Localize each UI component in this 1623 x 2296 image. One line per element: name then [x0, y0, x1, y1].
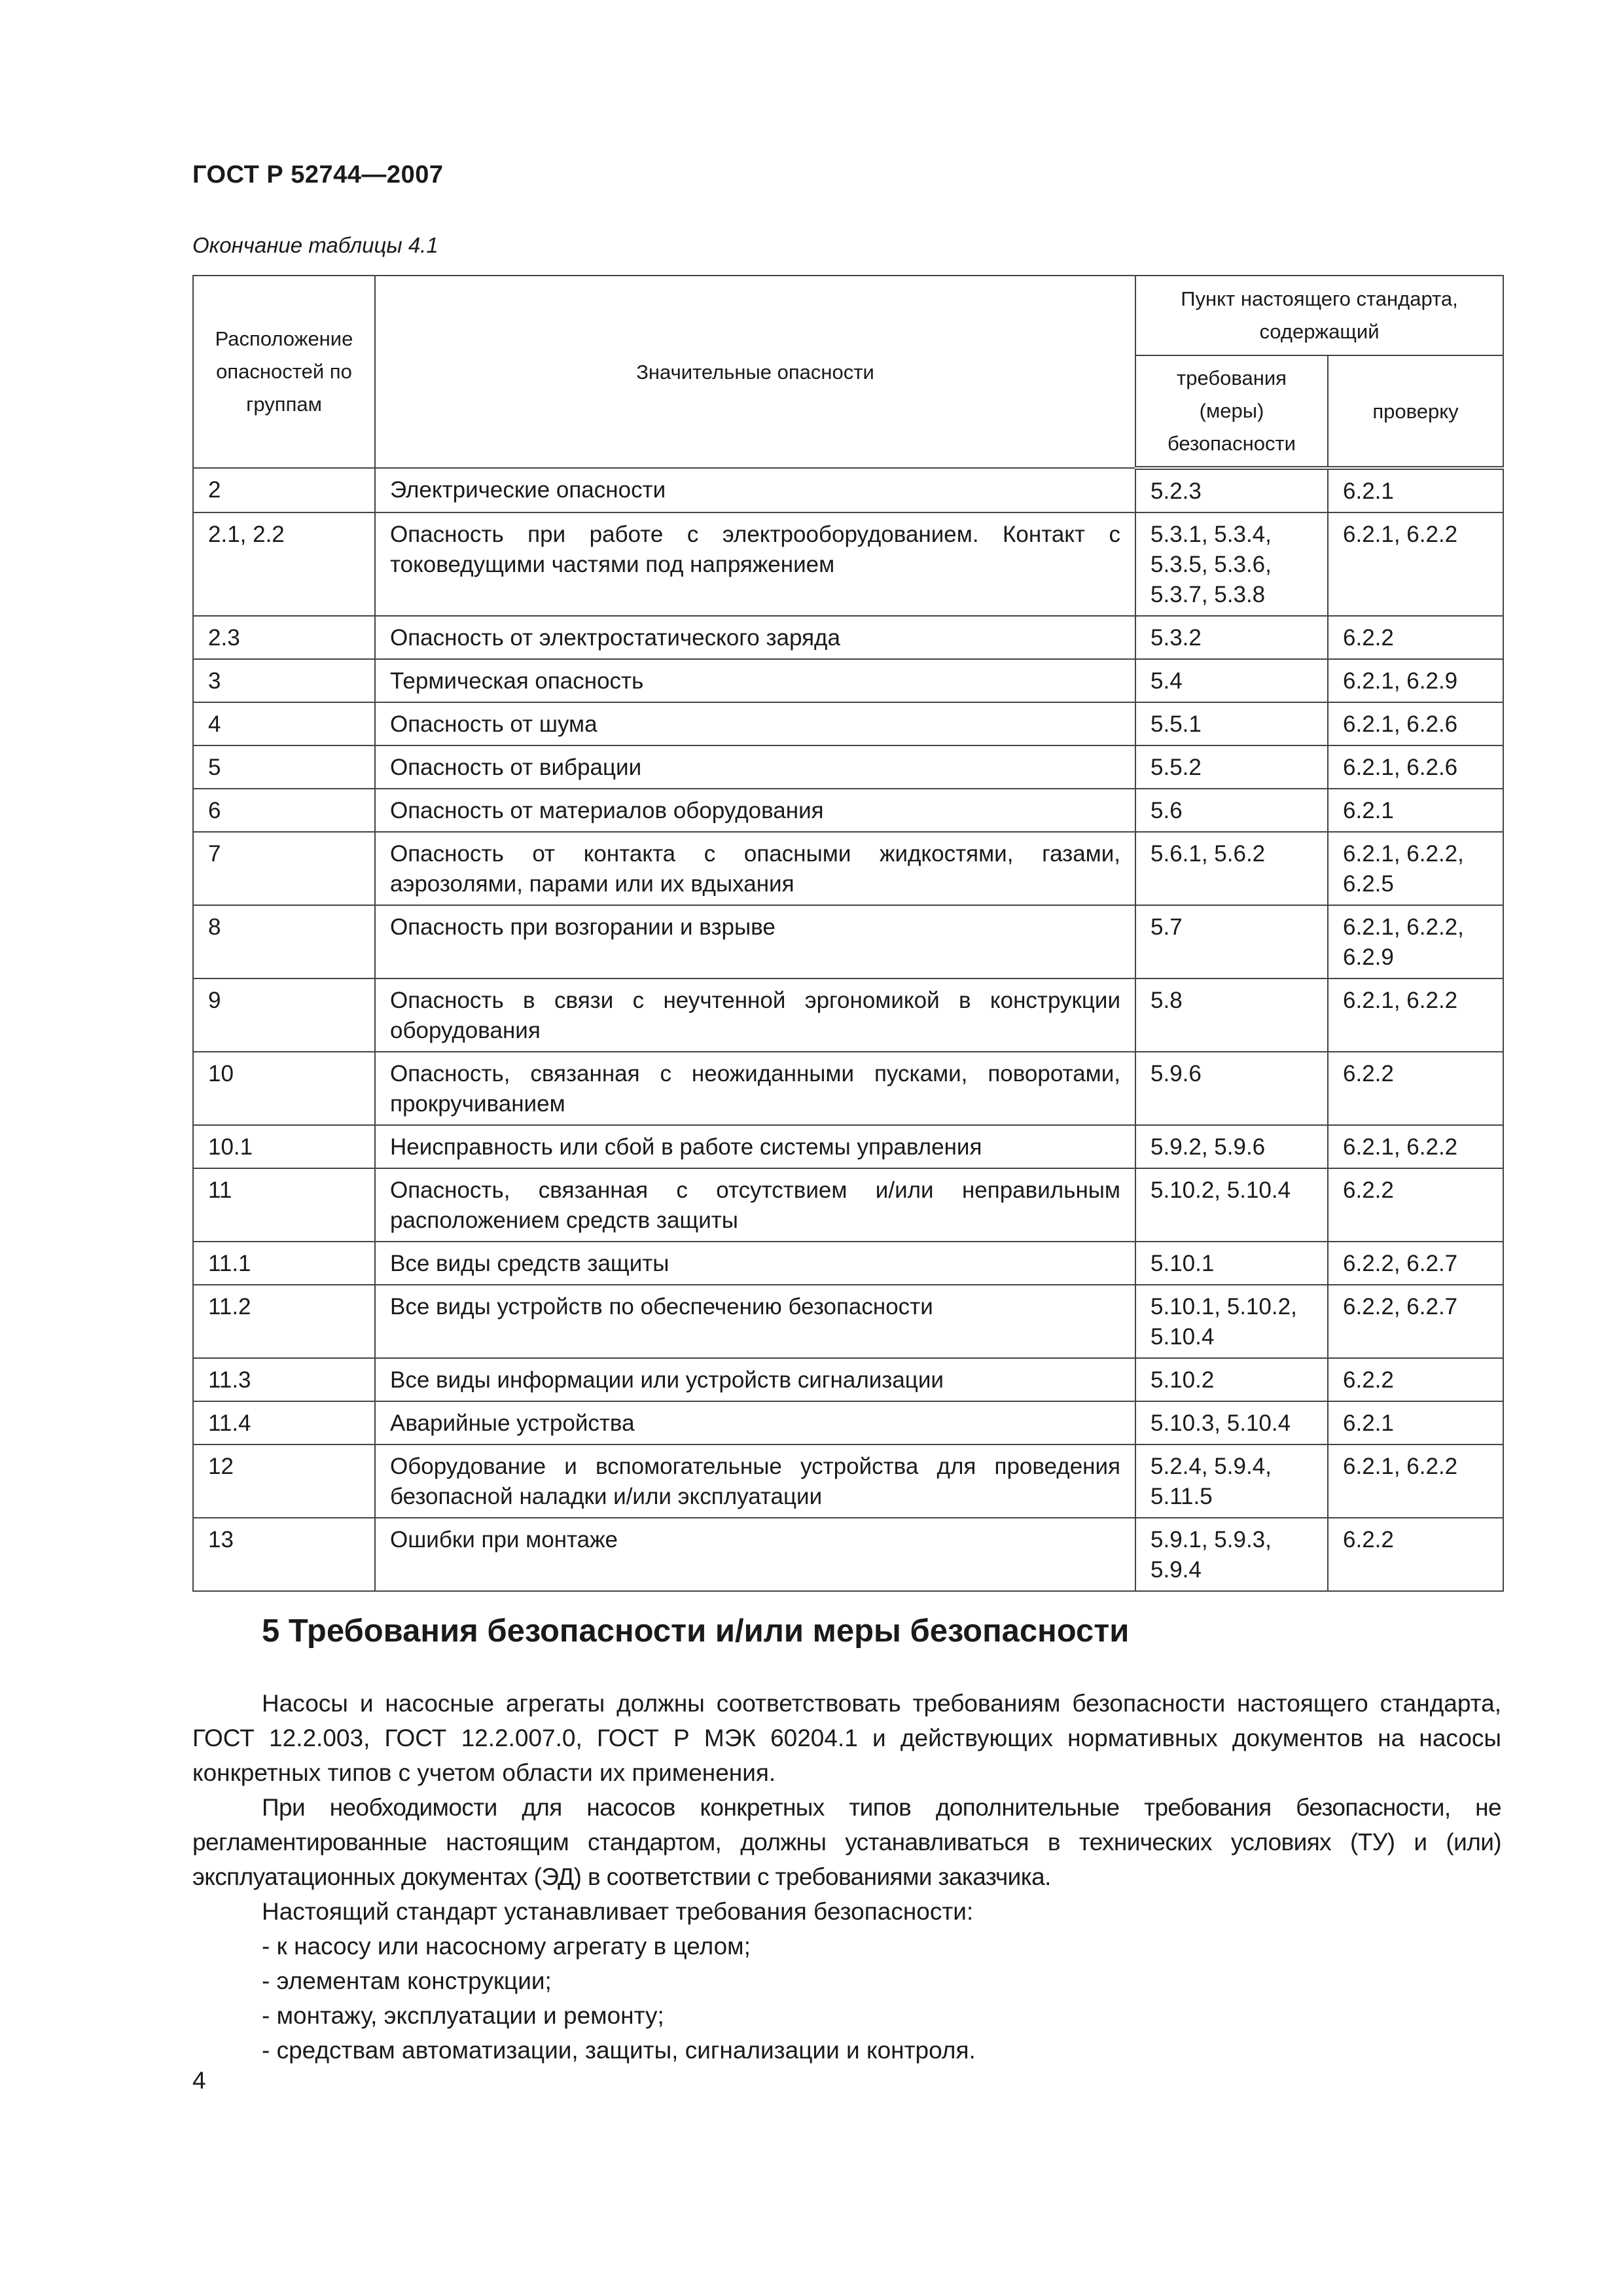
table-row: [193, 905, 1503, 978]
cell-verification: 6.2.1, 6.2.2: [1328, 1125, 1503, 1168]
table-row: [193, 832, 1503, 905]
table-row: [193, 1125, 1503, 1168]
cell-verification: 6.2.1, 6.2.9: [1328, 659, 1503, 702]
cell-group: 2.3: [193, 616, 375, 659]
cell-verification: 6.2.1, 6.2.6: [1328, 702, 1503, 745]
cell-verification: 6.2.1, 6.2.2: [1328, 978, 1503, 1052]
cell-requirements: 5.6.1, 5.6.2: [1135, 832, 1328, 905]
cell-group: 10.1: [193, 1125, 375, 1168]
cell-requirements: 5.10.1: [1135, 1242, 1328, 1285]
cell-verification: 6.2.1, 6.2.2, 6.2.5: [1328, 832, 1503, 905]
cell-group: 11.1: [193, 1242, 375, 1285]
cell-group: 13: [193, 1518, 375, 1591]
cell-group: 5: [193, 745, 375, 789]
cell-verification: 6.2.1, 6.2.2, 6.2.9: [1328, 905, 1503, 978]
cell-verification: 6.2.2: [1328, 1518, 1503, 1591]
cell-hazard: Опасность, связанная с отсутствием и/или неправильным расположением средств защиты: [375, 1168, 1135, 1242]
cell-hazard: Все виды информации или устройств сигнализации: [375, 1358, 1135, 1401]
cell-group: 2: [193, 468, 375, 512]
cell-group: 11.3: [193, 1358, 375, 1401]
cell-hazard: Опасность в связи с неучтенной эргономикой в конструкции оборудования: [375, 978, 1135, 1052]
cell-requirements: 5.5.1: [1135, 702, 1328, 745]
cell-requirements: 5.2.3: [1135, 468, 1328, 512]
table-row: [193, 1168, 1503, 1242]
table-row: [193, 1285, 1503, 1358]
cell-verification: 6.2.1: [1328, 789, 1503, 832]
table-row: [193, 1444, 1503, 1518]
cell-hazard: Опасность от контакта с опасными жидкостями, газами, аэрозолями, парами или их вдыхания: [375, 832, 1135, 905]
cell-hazard: Термическая опасность: [375, 659, 1135, 702]
cell-requirements: 5.9.6: [1135, 1052, 1328, 1125]
table-row: [193, 1052, 1503, 1125]
cell-requirements: 5.2.4, 5.9.4, 5.11.5: [1135, 1444, 1328, 1518]
cell-hazard: Опасность при работе с электрооборудованием. Контакт с токоведущими частями под напряжением: [375, 512, 1135, 616]
cell-group: 10: [193, 1052, 375, 1125]
cell-requirements: 5.6: [1135, 789, 1328, 832]
section-title: 5 Требования безопасности и/или меры безопасности: [262, 1613, 1130, 1649]
cell-verification: 6.2.1, 6.2.6: [1328, 745, 1503, 789]
hazards-table-body: [193, 468, 1503, 1591]
table-row: [193, 468, 1503, 512]
table-row: [193, 745, 1503, 789]
cell-verification: 6.2.1, 6.2.2: [1328, 1444, 1503, 1518]
cell-hazard: Аварийные устройства: [375, 1401, 1135, 1444]
body-paragraph: При необходимости для насосов конкретных типов дополнительные требования безопасности, не регламентированные настоящим стандартом, должны устанавливаться в технических условиях (ТУ) и (или) эксплуатационных документах (ЭД) в соответствии с требованиями заказчика.: [192, 1794, 1501, 1890]
cell-requirements: 5.7: [1135, 905, 1328, 978]
table-row: [193, 1401, 1503, 1444]
table-row: [193, 978, 1503, 1052]
cell-group: 7: [193, 832, 375, 905]
cell-group: 8: [193, 905, 375, 978]
hazards-table: [192, 275, 1504, 1592]
cell-verification: 6.2.2, 6.2.7: [1328, 1285, 1503, 1358]
cell-verification: 6.2.1: [1328, 1401, 1503, 1444]
list-item: - к насосу или насосному агрегату в целом;: [262, 1933, 751, 1960]
cell-requirements: 5.4: [1135, 659, 1328, 702]
cell-verification: 6.2.2, 6.2.7: [1328, 1242, 1503, 1285]
page-number: 4: [192, 2067, 206, 2094]
col-header-group: Расположение опасностей по группам: [193, 276, 375, 468]
cell-requirements: 5.5.2: [1135, 745, 1328, 789]
cell-group: 11: [193, 1168, 375, 1242]
cell-hazard: Электрические опасности: [375, 468, 1135, 512]
cell-hazard: Опасность, связанная с неожиданными пусками, поворотами, прокручиванием: [375, 1052, 1135, 1125]
cell-requirements: 5.3.1, 5.3.4, 5.3.5, 5.3.6, 5.3.7, 5.3.8: [1135, 512, 1328, 616]
cell-group: 11.4: [193, 1401, 375, 1444]
document-header: ГОСТ Р 52744—2007: [192, 161, 444, 188]
table-row: [193, 1518, 1503, 1591]
cell-requirements: 5.10.1, 5.10.2, 5.10.4: [1135, 1285, 1328, 1358]
cell-group: 11.2: [193, 1285, 375, 1358]
list-item: - элементам конструкции;: [262, 1967, 552, 1994]
cell-hazard: Опасность при возгорании и взрыве: [375, 905, 1135, 978]
cell-group: 2.1, 2.2: [193, 512, 375, 616]
col-header-clause: Пункт настоящего стандарта, содержащий: [1135, 276, 1503, 355]
list-item: - монтажу, эксплуатации и ремонту;: [262, 2002, 664, 2029]
list-item: - средствам автоматизации, защиты, сигнализации и контроля.: [262, 2037, 976, 2064]
cell-requirements: 5.8: [1135, 978, 1328, 1052]
cell-group: 12: [193, 1444, 375, 1518]
cell-verification: 6.2.1: [1328, 468, 1503, 512]
body-paragraph: Настоящий стандарт устанавливает требования безопасности:: [262, 1898, 974, 1925]
cell-hazard: Оборудование и вспомогательные устройства для проведения безопасной наладки и/или эксплуатации: [375, 1444, 1135, 1518]
cell-hazard: Опасность от материалов оборудования: [375, 789, 1135, 832]
table-row: [193, 659, 1503, 702]
requirements-list: [192, 1929, 1501, 2068]
cell-hazard: Опасность от электростатического заряда: [375, 616, 1135, 659]
section-body: [192, 1686, 1501, 2068]
table-row: [193, 512, 1503, 616]
cell-group: 4: [193, 702, 375, 745]
table-caption: Окончание таблицы 4.1: [192, 233, 438, 257]
cell-verification: 6.2.2: [1328, 616, 1503, 659]
cell-verification: 6.2.2: [1328, 1168, 1503, 1242]
cell-requirements: 5.10.2, 5.10.4: [1135, 1168, 1328, 1242]
cell-hazard: Ошибки при монтаже: [375, 1518, 1135, 1591]
cell-verification: 6.2.2: [1328, 1358, 1503, 1401]
table-row: [193, 789, 1503, 832]
cell-requirements: 5.10.3, 5.10.4: [1135, 1401, 1328, 1444]
cell-verification: 6.2.2: [1328, 1052, 1503, 1125]
col-header-verification: проверку: [1328, 355, 1503, 468]
cell-group: 6: [193, 789, 375, 832]
cell-requirements: 5.9.2, 5.9.6: [1135, 1125, 1328, 1168]
cell-requirements: 5.3.2: [1135, 616, 1328, 659]
cell-hazard: Все виды средств защиты: [375, 1242, 1135, 1285]
cell-hazard: Опасность от шума: [375, 702, 1135, 745]
cell-group: 3: [193, 659, 375, 702]
cell-hazard: Неисправность или сбой в работе системы управления: [375, 1125, 1135, 1168]
cell-hazard: Опасность от вибрации: [375, 745, 1135, 789]
cell-requirements: 5.9.1, 5.9.3, 5.9.4: [1135, 1518, 1328, 1591]
body-paragraph: Насосы и насосные агрегаты должны соответствовать требованиям безопасности настоящего стандарта, ГОСТ 12.2.003, ГОСТ 12.2.007.0, ГОСТ Р МЭК 60204.1 и действующих нормативных документов на насосы конкретных типов с учетом области их применения.: [192, 1690, 1501, 1786]
col-header-requirements: требования (меры) безопасности: [1135, 355, 1328, 468]
cell-group: 9: [193, 978, 375, 1052]
cell-requirements: 5.10.2: [1135, 1358, 1328, 1401]
table-row: [193, 616, 1503, 659]
cell-verification: 6.2.1, 6.2.2: [1328, 512, 1503, 616]
col-header-hazard: Значительные опасности: [375, 276, 1135, 468]
cell-hazard: Все виды устройств по обеспечению безопасности: [375, 1285, 1135, 1358]
table-row: [193, 1358, 1503, 1401]
table-row: [193, 1242, 1503, 1285]
table-row: [193, 702, 1503, 745]
